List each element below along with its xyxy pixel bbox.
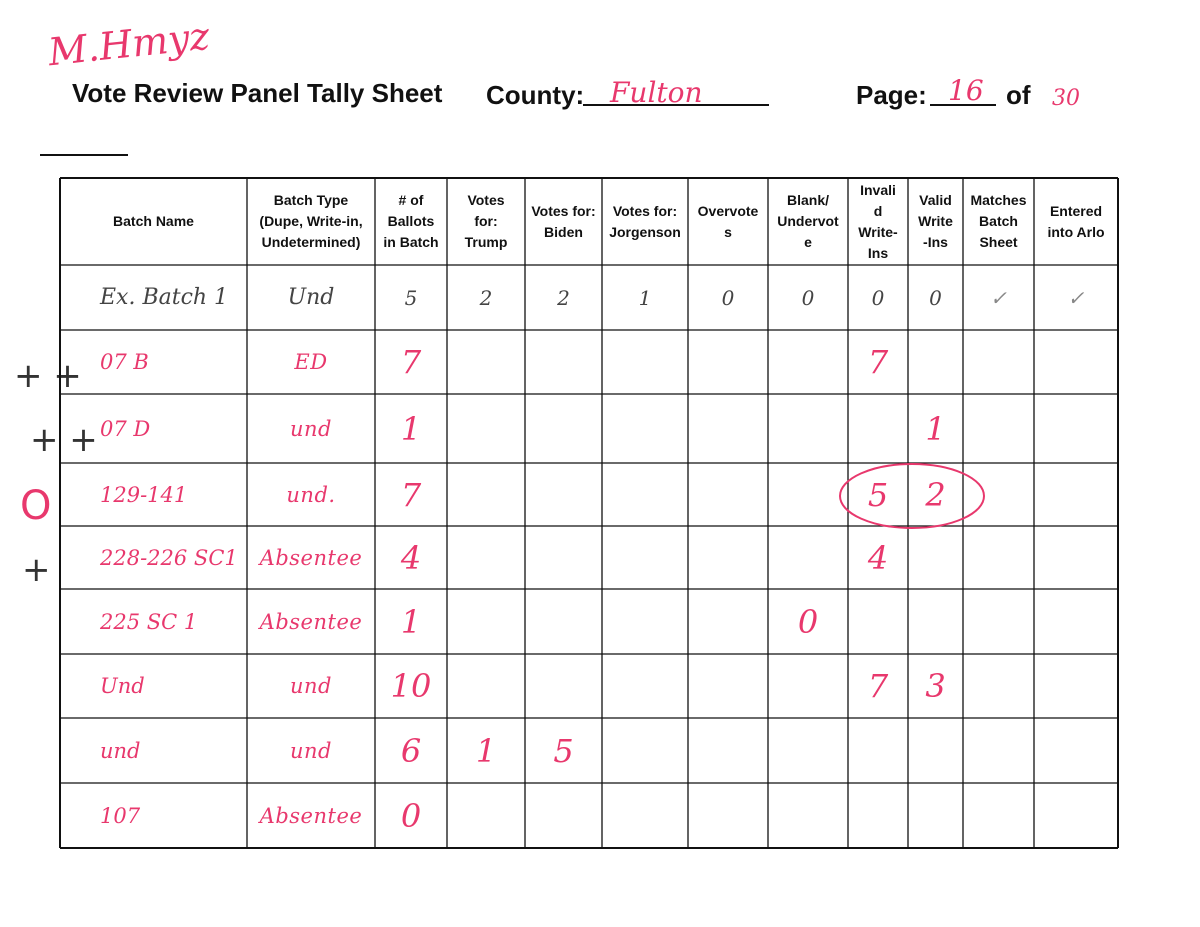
table-cell: 0	[871, 285, 885, 310]
column-header: Batch Name	[113, 213, 194, 229]
page-label: Page:	[856, 80, 927, 110]
table-cell: 0	[721, 285, 735, 310]
column-header: Batch Type (Dupe, Write-in, Undetermined)	[259, 192, 363, 250]
table-cell: 2	[557, 285, 570, 310]
table-cell: Absentee	[259, 609, 363, 634]
column-header: Invali d Write- Ins	[858, 181, 898, 261]
column-header: Votes for: Biden	[531, 202, 596, 240]
column-header: Matches Batch Sheet	[970, 192, 1027, 250]
table-cell: 0	[797, 602, 819, 641]
table-cell: und	[290, 674, 332, 698]
table-cell: 4	[867, 538, 889, 577]
table-cell: 5	[404, 285, 418, 310]
batch-name-cell: 225 SC 1	[100, 609, 198, 634]
table-cell: Absentee	[259, 545, 363, 570]
table-cell: 1	[475, 731, 497, 770]
batch-name-cell: 228-226 SC1	[100, 545, 238, 570]
of-value: 30	[1052, 86, 1080, 111]
margin-mark: O	[20, 483, 52, 529]
table-cell: 5	[867, 475, 889, 514]
table-cell: ✓	[1067, 285, 1085, 310]
batch-name-cell: 07 B	[100, 350, 149, 374]
table-cell: 1	[400, 409, 422, 448]
table-cell: 10	[390, 667, 432, 705]
table-cell: 7	[867, 343, 889, 381]
table-cell: 3	[925, 667, 946, 705]
margin-mark: + +	[30, 420, 98, 460]
table-cell: 0	[929, 285, 942, 310]
table-cell: und.	[286, 482, 336, 507]
batch-name-cell: 07 D	[100, 416, 151, 441]
batch-name-cell: Und	[100, 674, 145, 698]
table-cell: 7	[867, 667, 889, 705]
column-header: Overvote s	[697, 202, 759, 240]
table-cell: 7	[400, 475, 422, 514]
batch-name-cell: 129-141	[100, 482, 188, 507]
table-cell: 2	[925, 475, 946, 514]
margin-mark: + +	[14, 356, 82, 396]
table-cell: 1	[400, 602, 422, 641]
page-value: 16	[948, 74, 984, 107]
column-header: Votes for: Trump	[464, 192, 508, 250]
table-cell: 2	[479, 285, 493, 310]
table-cell: und	[290, 416, 332, 441]
margin-mark: +	[22, 550, 51, 590]
table-cell: Absentee	[259, 803, 363, 828]
column-header: Valid Write -Ins	[918, 192, 953, 250]
table-cell: 1	[638, 285, 652, 310]
page-title: Vote Review Panel Tally Sheet	[72, 78, 443, 108]
table-cell: 1	[925, 409, 946, 448]
table-cell: 5	[553, 731, 574, 770]
table-cell: 0	[801, 285, 815, 310]
table-cell: 7	[400, 343, 422, 381]
column-header: # of Ballots in Batch	[383, 192, 439, 250]
table-cell: 0	[400, 796, 422, 835]
batch-name-cell: und	[100, 738, 141, 763]
county-value: Fulton	[610, 76, 703, 109]
of-label: of	[1006, 80, 1031, 110]
table-cell: Und	[287, 285, 335, 310]
batch-name-cell: 107	[100, 803, 141, 828]
table-cell: 6	[400, 731, 422, 770]
batch-name-cell: Ex. Batch 1	[100, 285, 229, 310]
column-header: Votes for: Jorgenson	[609, 202, 681, 240]
table-cell: und	[290, 738, 332, 763]
county-label: County:	[486, 80, 585, 110]
column-header: Entered into Arlo	[1047, 202, 1105, 240]
table-cell: 4	[400, 538, 422, 577]
column-header: Blank/ Undervot e	[777, 192, 839, 250]
signature: M.Hmyz	[46, 13, 212, 75]
table-cell: ED	[294, 350, 328, 374]
table-cell: ✓	[990, 285, 1007, 310]
